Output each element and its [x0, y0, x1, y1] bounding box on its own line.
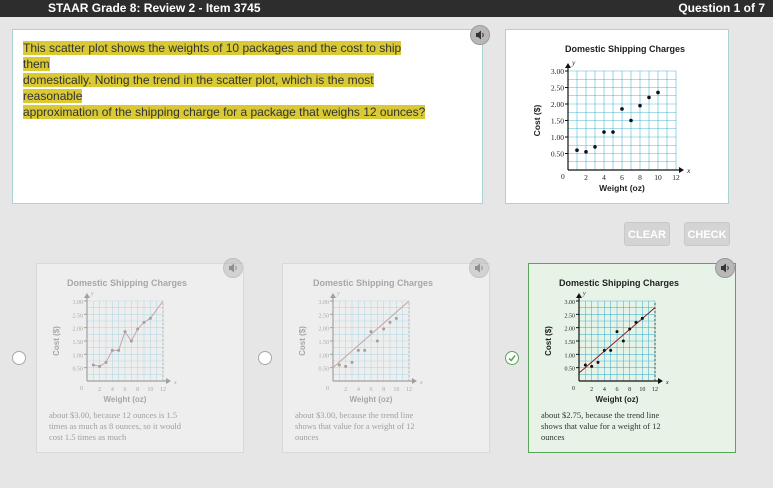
x-axis-label: Weight (oz) [599, 183, 645, 193]
x-tick-label: 12 [160, 387, 166, 393]
x-axis-arrow [166, 378, 171, 384]
speaker-icon [473, 262, 485, 274]
x-tick-label: 6 [369, 387, 373, 393]
speaker-icon [474, 29, 486, 41]
data-point [635, 321, 638, 324]
choice-a-audio-button[interactable] [223, 258, 243, 278]
assessment-title: STAAR Grade 8: Review 2 - Item 3745 [48, 1, 261, 15]
check-button[interactable]: CHECK [684, 222, 730, 246]
y-axis-arrow [330, 293, 336, 298]
choice-c-text: about $2.75, because the trend line shows that value for a weight of 12 ounces [541, 410, 661, 442]
chart-title: Domestic Shipping Charges [564, 44, 686, 54]
origin-label: 0 [80, 386, 83, 392]
answer-choice-b[interactable] [282, 263, 490, 453]
x-tick-label: 8 [638, 173, 642, 182]
origin-label: 0 [561, 172, 565, 181]
data-point [92, 364, 95, 367]
x-tick-label: 10 [654, 173, 662, 182]
data-point [638, 104, 642, 108]
y-tick-label: 1.00 [72, 353, 83, 360]
y-axis-arrow [565, 63, 571, 68]
choice-a-text: about $3.00, because 12 ounces is 1.5 times as much as 8 ounces, so it would cost 1.5 times as much [49, 410, 181, 442]
data-point [124, 330, 127, 333]
y-tick-label: 3.00 [318, 300, 329, 306]
x-tick-label: 10 [639, 387, 646, 393]
y-axis-letter: y [572, 58, 576, 67]
choice-c-radio[interactable] [505, 351, 519, 365]
x-tick-label: 8 [136, 387, 140, 393]
x-tick-label: 4 [602, 387, 606, 393]
data-point [609, 349, 612, 352]
checkmark-icon [506, 352, 518, 364]
y-tick-label: 3.00 [72, 300, 83, 306]
data-point [593, 145, 597, 149]
data-point [370, 330, 373, 333]
x-axis-letter: x [666, 380, 669, 386]
data-point [590, 365, 593, 368]
y-tick-label: 0.50 [564, 366, 575, 373]
y-tick-label: 0.50 [72, 366, 83, 373]
x-axis-label: Weight (oz) [595, 395, 639, 404]
answer-choice-a[interactable] [36, 263, 244, 453]
data-point [616, 330, 619, 333]
x-tick-label: 4 [110, 387, 114, 393]
data-point [628, 328, 631, 331]
data-point [351, 361, 354, 364]
x-axis-letter: x [420, 380, 423, 386]
x-tick-label: 6 [615, 387, 619, 393]
y-tick-label: 3.00 [550, 67, 564, 76]
data-point [382, 328, 385, 331]
clear-button[interactable]: CLEAR [624, 222, 670, 246]
x-tick-label: 2 [584, 173, 588, 182]
data-point [149, 317, 152, 320]
x-tick-label: 12 [672, 173, 680, 182]
chart-title: Domestic Shipping Charges [558, 278, 680, 288]
y-axis-letter: y [337, 291, 340, 297]
y-axis-label: Cost ($) [52, 326, 61, 356]
data-point [584, 364, 587, 367]
data-point [111, 349, 114, 352]
scatter-plot-panel [505, 29, 729, 204]
y-tick-label: 1.00 [550, 133, 564, 142]
question-audio-button[interactable] [470, 25, 490, 45]
x-tick-label: 4 [602, 173, 606, 182]
y-tick-label: 1.00 [318, 353, 329, 360]
y-tick-label: 2.00 [318, 326, 329, 333]
question-panel [12, 29, 483, 204]
y-tick-label: 2.50 [550, 83, 564, 93]
data-point [622, 340, 625, 343]
x-tick-label: 10 [147, 387, 154, 393]
x-axis-arrow [412, 378, 417, 384]
x-tick-label: 8 [382, 387, 386, 393]
x-tick-label: 8 [628, 387, 632, 393]
data-point [603, 349, 606, 352]
data-point [376, 340, 379, 343]
choice-b-text: about $3.00, because the trend line shows that value for a weight of 12 ounces [295, 410, 415, 442]
y-tick-label: 1.50 [550, 116, 564, 126]
x-tick-label: 12 [652, 387, 658, 393]
y-tick-label: 0.50 [550, 149, 564, 159]
data-point [611, 130, 615, 134]
y-tick-label: 1.50 [72, 340, 83, 346]
choice-b-audio-button[interactable] [469, 258, 489, 278]
y-tick-label: 1.00 [564, 353, 575, 360]
y-axis-label: Cost ($) [298, 326, 307, 356]
x-tick-label: 2 [98, 387, 102, 393]
y-axis-label: Cost ($) [544, 326, 553, 356]
y-tick-label: 2.00 [564, 326, 575, 333]
data-point [363, 349, 366, 352]
x-tick-label: 6 [620, 173, 624, 182]
choice-b-radio[interactable] [258, 351, 272, 365]
y-tick-label: 2.50 [564, 313, 575, 320]
data-point [575, 148, 579, 152]
y-tick-label: 2.00 [550, 100, 564, 109]
data-point [136, 328, 139, 331]
x-tick-label: 2 [590, 387, 594, 393]
choice-c-graph [529, 264, 735, 404]
data-point [597, 361, 600, 364]
chart-title: Domestic Shipping Charges [312, 278, 434, 288]
question-text [23, 40, 428, 120]
data-point [98, 365, 101, 368]
chart-title: Domestic Shipping Charges [66, 278, 188, 288]
data-point [647, 96, 651, 100]
y-tick-label: 2.50 [72, 313, 83, 320]
question-line-1: This scatter plot shows the weights of 10 packages and the cost to ship them [23, 41, 402, 71]
x-tick-label: 2 [344, 387, 348, 393]
data-point [641, 317, 644, 320]
data-point [105, 361, 108, 364]
data-point [143, 321, 146, 324]
data-point [389, 321, 392, 324]
y-tick-label: 2.50 [318, 313, 329, 320]
data-point [620, 107, 624, 111]
y-axis-letter: y [583, 291, 586, 297]
y-tick-label: 1.50 [318, 340, 329, 346]
data-point [130, 340, 133, 343]
x-axis-label: Weight (oz) [103, 395, 147, 404]
question-line-2: domestically. Noting the trend in the scatter plot, which is the most reasonable [23, 73, 374, 103]
data-point [344, 365, 347, 368]
x-tick-label: 10 [393, 387, 400, 393]
scatter-plot [506, 30, 728, 203]
top-bar [0, 0, 773, 17]
data-point [629, 119, 633, 123]
origin-label: 0 [572, 386, 575, 392]
x-axis-label: Weight (oz) [349, 395, 393, 404]
y-axis-label: Cost ($) [532, 104, 542, 137]
x-tick-label: 12 [406, 387, 412, 393]
origin-label: 0 [326, 386, 329, 392]
answer-choice-c[interactable] [528, 263, 736, 453]
y-axis-arrow [576, 293, 582, 298]
x-tick-label: 4 [356, 387, 360, 393]
data-point [338, 364, 341, 367]
y-tick-label: 2.00 [72, 326, 83, 333]
x-axis-arrow [658, 378, 663, 384]
choice-a-radio[interactable] [12, 351, 26, 365]
data-point [395, 317, 398, 320]
x-tick-label: 6 [123, 387, 127, 393]
speaker-icon [719, 262, 731, 274]
data-point [656, 91, 660, 95]
x-axis-arrow [679, 167, 684, 173]
data-point [357, 349, 360, 352]
choice-a-graph [37, 264, 243, 404]
data-point [584, 150, 588, 154]
choice-b-graph [283, 264, 489, 404]
question-counter: Question 1 of 7 [678, 1, 765, 15]
y-tick-label: 1.50 [564, 340, 575, 346]
y-axis-letter: y [91, 291, 94, 297]
y-tick-label: 3.00 [564, 300, 575, 306]
speaker-icon [227, 262, 239, 274]
choice-c-audio-button[interactable] [715, 258, 735, 278]
overlay-path [93, 301, 163, 366]
question-line-3: approximation of the shipping charge for a package that weighs 12 ounces? [23, 105, 426, 119]
data-point [117, 349, 120, 352]
x-axis-letter: x [687, 166, 691, 175]
y-tick-label: 0.50 [318, 366, 329, 373]
x-axis-letter: x [174, 380, 177, 386]
data-point [602, 130, 606, 134]
y-axis-arrow [84, 293, 90, 298]
